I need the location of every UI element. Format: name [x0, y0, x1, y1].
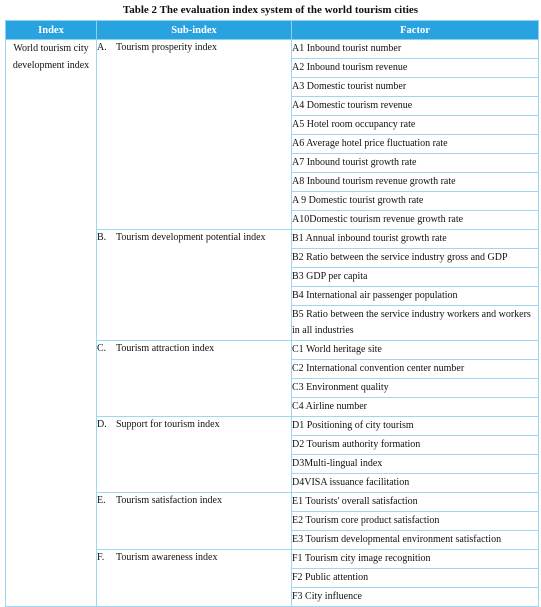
factor-label: A7 Inbound tourist growth rate — [292, 157, 417, 168]
table-caption: Table 2 The evaluation index system of the world tourism cities — [122, 4, 419, 16]
factor-label: E1 Tourists' overall satisfaction — [292, 496, 418, 507]
sub-index-letter: B. — [97, 232, 107, 243]
factor-label: B1 Annual inbound tourist growth rate — [292, 233, 447, 244]
sub-index-label: Tourism attraction index — [116, 343, 215, 354]
sub-index-label: Tourism development potential index — [116, 232, 266, 243]
sub-index-letter: D. — [97, 419, 107, 430]
factor-label: D2 Tourism authority formation — [292, 439, 421, 450]
factor-label: A8 Inbound tourism revenue growth rate — [292, 176, 456, 187]
factor-label: B4 International air passenger population — [292, 290, 458, 301]
factor-cell — [292, 154, 539, 173]
factor-cell — [292, 268, 539, 287]
factor-label: B5 Ratio between the service industry workers and workers in all industries — [292, 309, 531, 336]
factor-cell — [292, 97, 539, 116]
factor-cell — [292, 512, 539, 531]
sub-index-cell — [97, 550, 292, 607]
sub-index-letter: C. — [97, 343, 107, 354]
sub-index-label: Support for tourism index — [116, 419, 220, 430]
factor-cell — [292, 192, 539, 211]
sub-index-label: Tourism prosperity index — [116, 42, 217, 53]
index-cell — [6, 40, 97, 607]
sub-index-cell — [97, 341, 292, 417]
factor-cell — [292, 40, 539, 59]
sub-index-cell — [97, 493, 292, 550]
factor-label: A3 Domestic tourist number — [292, 81, 407, 92]
factor-cell — [292, 360, 539, 379]
factor-label: C1 World heritage site — [292, 344, 382, 355]
factor-cell — [292, 436, 539, 455]
factor-label: F3 City influence — [292, 591, 362, 602]
factor-label: A1 Inbound tourist number — [292, 43, 402, 54]
factor-cell — [292, 287, 539, 306]
sub-index-letter: A. — [97, 42, 107, 53]
factor-cell — [292, 493, 539, 512]
factor-label: A5 Hotel room occupancy rate — [292, 119, 416, 130]
header-index: Index — [6, 21, 97, 40]
sub-index-label: Tourism satisfaction index — [116, 495, 222, 506]
factor-label: C3 Environment quality — [292, 382, 389, 393]
factor-cell — [292, 341, 539, 360]
factor-cell — [292, 135, 539, 154]
factor-label: B2 Ratio between the service industry gross and GDP — [292, 252, 508, 263]
factor-cell — [292, 588, 539, 607]
factor-cell — [292, 249, 539, 268]
evaluation-index-table — [5, 20, 539, 607]
table-body — [6, 40, 539, 607]
factor-label: D3Multi-lingual index — [292, 458, 383, 469]
factor-label: A6 Average hotel price fluctuation rate — [292, 138, 448, 149]
factor-label: F2 Public attention — [292, 572, 369, 583]
factor-cell — [292, 417, 539, 436]
factor-label: E2 Tourism core product satisfaction — [292, 515, 440, 526]
factor-cell — [292, 379, 539, 398]
factor-label: A4 Domestic tourism revenue — [292, 100, 413, 111]
factor-cell — [292, 211, 539, 230]
table-row — [6, 40, 539, 59]
factor-label: D1 Positioning of city tourism — [292, 420, 414, 431]
factor-label: E3 Tourism developmental environment satisfaction — [292, 534, 502, 545]
factor-cell — [292, 116, 539, 135]
factor-cell — [292, 569, 539, 588]
sub-index-cell — [97, 40, 292, 230]
factor-cell — [292, 230, 539, 249]
sub-index-letter: E. — [97, 495, 106, 506]
factor-label: C4 Airline number — [292, 401, 367, 412]
factor-cell — [292, 455, 539, 474]
factor-label: A2 Inbound tourism revenue — [292, 62, 408, 73]
sub-index-cell — [97, 230, 292, 341]
factor-label: A 9 Domestic tourist growth rate — [292, 195, 424, 206]
factor-label: D4VISA issuance facilitation — [292, 477, 410, 488]
factor-label: C2 International convention center number — [292, 363, 465, 374]
table-header-row — [6, 21, 539, 40]
sub-index-cell — [97, 417, 292, 493]
factor-label: A10Domestic tourism revenue growth rate — [292, 214, 464, 225]
factor-cell — [292, 173, 539, 192]
index-label: World tourism city development index — [12, 43, 90, 71]
factor-cell — [292, 398, 539, 417]
header-factor: Factor — [292, 21, 539, 40]
factor-label: F1 Tourism city image recognition — [292, 553, 431, 564]
factor-cell — [292, 474, 539, 493]
factor-cell — [292, 531, 539, 550]
factor-cell — [292, 306, 539, 341]
header-sub-index: Sub-index — [97, 21, 292, 40]
factor-label: B3 GDP per capita — [292, 271, 368, 282]
factor-cell — [292, 59, 539, 78]
sub-index-label: Tourism awareness index — [116, 552, 218, 563]
factor-cell — [292, 78, 539, 97]
factor-cell — [292, 550, 539, 569]
sub-index-letter: F. — [97, 552, 105, 563]
